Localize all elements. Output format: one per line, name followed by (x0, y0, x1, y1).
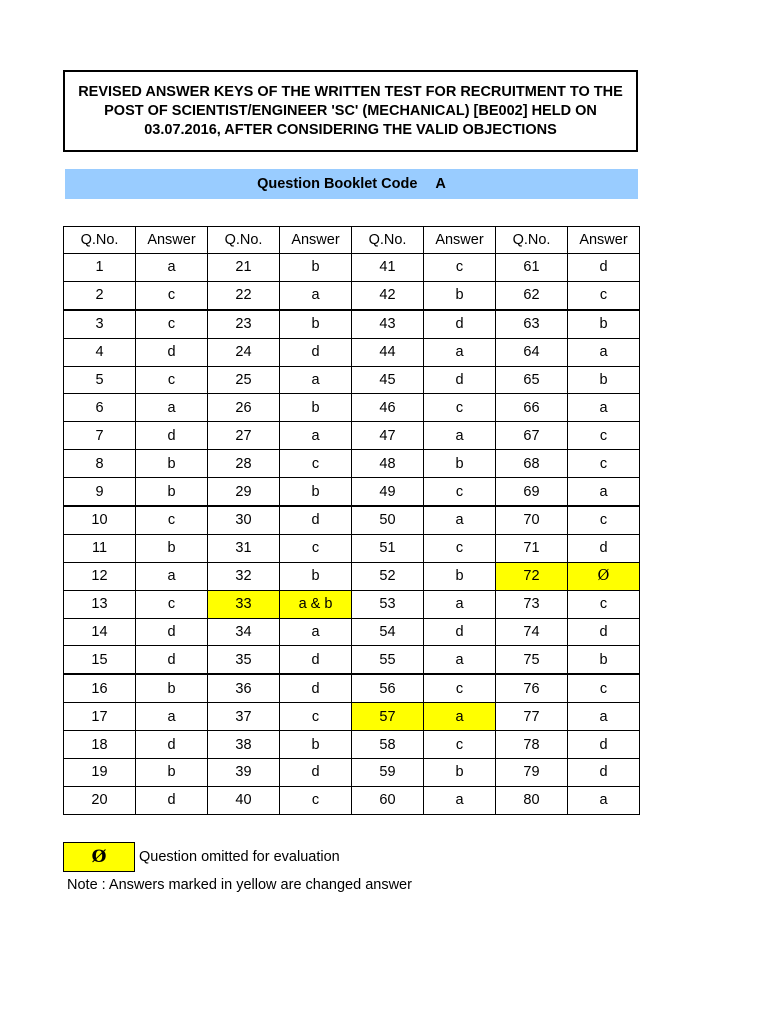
answer-cell: c (568, 450, 640, 478)
question-number-cell: 38 (208, 731, 280, 759)
answer-cell: a (568, 786, 640, 814)
question-number-cell: 6 (64, 394, 136, 422)
question-number-cell: 52 (352, 562, 424, 590)
answer-cell: d (568, 759, 640, 787)
table-row (64, 450, 640, 478)
question-number-cell: 28 (208, 450, 280, 478)
table-row (64, 562, 640, 590)
answer-cell: b (280, 254, 352, 282)
answer-cell: c (568, 281, 640, 309)
answer-cell: a (136, 254, 208, 282)
question-number-cell: 53 (352, 590, 424, 618)
answer-cell: a (280, 618, 352, 646)
question-number-cell: 80 (496, 786, 568, 814)
answer-cell: d (424, 618, 496, 646)
changed-answer-note: Note : Answers marked in yellow are changed answer (67, 877, 412, 893)
question-number-cell: 29 (208, 478, 280, 506)
answer-cell: a & b (280, 590, 352, 618)
question-number-cell: 11 (64, 534, 136, 562)
answer-cell: b (568, 310, 640, 338)
omitted-symbol-swatch: Ø (63, 842, 135, 872)
answer-cell: d (280, 674, 352, 702)
answer-cell: b (280, 562, 352, 590)
question-number-cell: 77 (496, 703, 568, 731)
question-number-cell: 21 (208, 254, 280, 282)
answer-cell: a (136, 394, 208, 422)
answer-cell: c (424, 254, 496, 282)
question-number-cell: 63 (496, 310, 568, 338)
answer-cell: d (568, 731, 640, 759)
question-number-cell: 23 (208, 310, 280, 338)
question-number-cell: 9 (64, 478, 136, 506)
table-row (64, 646, 640, 674)
answer-cell: a (568, 338, 640, 366)
question-number-cell: 14 (64, 618, 136, 646)
question-number-cell: 58 (352, 731, 424, 759)
header-answer: Answer (568, 227, 640, 254)
answer-cell: c (424, 478, 496, 506)
question-number-cell: 56 (352, 674, 424, 702)
question-number-cell: 72 (496, 562, 568, 590)
answer-cell: a (424, 590, 496, 618)
question-number-cell: 51 (352, 534, 424, 562)
question-number-cell: 68 (496, 450, 568, 478)
answer-cell: d (136, 422, 208, 450)
question-number-cell: 31 (208, 534, 280, 562)
table-row (64, 506, 640, 534)
question-number-cell: 64 (496, 338, 568, 366)
question-number-cell: 71 (496, 534, 568, 562)
title-line-1: REVISED ANSWER KEYS OF THE WRITTEN TEST FOR RECRUITMENT TO THE (78, 83, 623, 100)
title-box (63, 70, 638, 152)
answer-cell: c (568, 422, 640, 450)
question-number-cell: 54 (352, 618, 424, 646)
header-answer: Answer (136, 227, 208, 254)
answer-cell: c (568, 674, 640, 702)
booklet-code-label: Question Booklet Code (257, 176, 418, 192)
question-number-cell: 12 (64, 562, 136, 590)
answer-cell: b (280, 310, 352, 338)
question-number-cell: 10 (64, 506, 136, 534)
table-row (64, 618, 640, 646)
answer-cell: b (280, 478, 352, 506)
answer-cell: b (568, 366, 640, 394)
answer-cell: d (424, 310, 496, 338)
question-number-cell: 16 (64, 674, 136, 702)
booklet-code-bar (65, 169, 638, 199)
title-line-3: 03.07.2016, AFTER CONSIDERING THE VALID OBJECTIONS (144, 121, 557, 138)
question-number-cell: 47 (352, 422, 424, 450)
question-number-cell: 62 (496, 281, 568, 309)
question-number-cell: 34 (208, 618, 280, 646)
question-number-cell: 61 (496, 254, 568, 282)
table-row (64, 366, 640, 394)
header-qno: Q.No. (64, 227, 136, 254)
answer-cell: b (136, 478, 208, 506)
question-number-cell: 30 (208, 506, 280, 534)
table-row (64, 786, 640, 814)
answer-cell: d (568, 618, 640, 646)
question-number-cell: 50 (352, 506, 424, 534)
table-row (64, 534, 640, 562)
answer-cell: c (424, 394, 496, 422)
answer-cell: a (424, 786, 496, 814)
table-row (64, 310, 640, 338)
answer-cell: c (136, 310, 208, 338)
question-number-cell: 59 (352, 759, 424, 787)
question-number-cell: 18 (64, 731, 136, 759)
answer-cell: b (280, 394, 352, 422)
question-number-cell: 17 (64, 703, 136, 731)
header-qno: Q.No. (496, 227, 568, 254)
question-number-cell: 5 (64, 366, 136, 394)
header-answer: Answer (424, 227, 496, 254)
question-number-cell: 76 (496, 674, 568, 702)
answer-cell: c (136, 506, 208, 534)
question-number-cell: 25 (208, 366, 280, 394)
answer-cell: b (280, 731, 352, 759)
answer-cell: b (568, 646, 640, 674)
answer-cell: d (136, 338, 208, 366)
header-qno: Q.No. (352, 227, 424, 254)
answer-cell: a (424, 646, 496, 674)
answer-cell: a (424, 506, 496, 534)
answer-cell: Ø (568, 562, 640, 590)
question-number-cell: 45 (352, 366, 424, 394)
answer-cell: b (136, 534, 208, 562)
table-header-row (64, 227, 640, 254)
table-row (64, 281, 640, 309)
answer-cell: a (568, 394, 640, 422)
question-number-cell: 26 (208, 394, 280, 422)
page-title (76, 83, 625, 140)
answer-cell: c (424, 534, 496, 562)
question-number-cell: 39 (208, 759, 280, 787)
table-row (64, 674, 640, 702)
answer-cell: c (568, 506, 640, 534)
question-number-cell: 49 (352, 478, 424, 506)
question-number-cell: 3 (64, 310, 136, 338)
answer-cell: d (568, 534, 640, 562)
table-row (64, 478, 640, 506)
table-row (64, 422, 640, 450)
question-number-cell: 32 (208, 562, 280, 590)
answer-cell: d (568, 254, 640, 282)
answer-cell: b (136, 674, 208, 702)
answer-cell: a (136, 562, 208, 590)
question-number-cell: 66 (496, 394, 568, 422)
question-number-cell: 60 (352, 786, 424, 814)
question-number-cell: 8 (64, 450, 136, 478)
question-number-cell: 20 (64, 786, 136, 814)
table-row (64, 731, 640, 759)
answer-cell: b (136, 450, 208, 478)
question-number-cell: 40 (208, 786, 280, 814)
answer-cell: a (568, 703, 640, 731)
answer-cell: d (280, 646, 352, 674)
answer-cell: d (136, 618, 208, 646)
question-number-cell: 15 (64, 646, 136, 674)
question-number-cell: 4 (64, 338, 136, 366)
question-number-cell: 65 (496, 366, 568, 394)
answer-cell: a (280, 366, 352, 394)
question-number-cell: 19 (64, 759, 136, 787)
question-number-cell: 27 (208, 422, 280, 450)
table-row (64, 759, 640, 787)
question-number-cell: 13 (64, 590, 136, 618)
answer-cell: a (568, 478, 640, 506)
answer-cell: a (424, 338, 496, 366)
answer-cell: c (280, 786, 352, 814)
question-number-cell: 74 (496, 618, 568, 646)
answer-cell: c (136, 281, 208, 309)
question-number-cell: 41 (352, 254, 424, 282)
answer-cell: b (424, 281, 496, 309)
answer-cell: b (424, 759, 496, 787)
question-number-cell: 73 (496, 590, 568, 618)
table-row (64, 394, 640, 422)
answer-cell: d (136, 786, 208, 814)
answer-cell: d (280, 338, 352, 366)
question-number-cell: 48 (352, 450, 424, 478)
question-number-cell: 42 (352, 281, 424, 309)
question-number-cell: 69 (496, 478, 568, 506)
answer-cell: c (280, 703, 352, 731)
answer-cell: c (568, 590, 640, 618)
answer-cell: a (424, 703, 496, 731)
question-number-cell: 55 (352, 646, 424, 674)
question-number-cell: 46 (352, 394, 424, 422)
question-number-cell: 44 (352, 338, 424, 366)
title-line-2: POST OF SCIENTIST/ENGINEER 'SC' (MECHANICAL) [BE002] HELD ON (104, 102, 597, 119)
question-number-cell: 2 (64, 281, 136, 309)
omitted-legend-label: Question omitted for evaluation (139, 849, 340, 865)
table-row (64, 254, 640, 282)
header-answer: Answer (280, 227, 352, 254)
question-number-cell: 33 (208, 590, 280, 618)
answer-cell: a (136, 703, 208, 731)
question-number-cell: 75 (496, 646, 568, 674)
header-qno: Q.No. (208, 227, 280, 254)
question-number-cell: 37 (208, 703, 280, 731)
answer-cell: d (136, 731, 208, 759)
answer-cell: a (280, 422, 352, 450)
table-row (64, 703, 640, 731)
question-number-cell: 22 (208, 281, 280, 309)
answer-cell: d (424, 366, 496, 394)
question-number-cell: 78 (496, 731, 568, 759)
answer-cell: b (424, 450, 496, 478)
answer-cell: a (424, 422, 496, 450)
table-row (64, 338, 640, 366)
question-number-cell: 35 (208, 646, 280, 674)
answer-cell: c (280, 450, 352, 478)
question-number-cell: 79 (496, 759, 568, 787)
question-number-cell: 70 (496, 506, 568, 534)
question-number-cell: 24 (208, 338, 280, 366)
answer-cell: b (136, 759, 208, 787)
answer-key-table (63, 226, 640, 815)
answer-cell: b (424, 562, 496, 590)
question-number-cell: 43 (352, 310, 424, 338)
answer-cell: d (136, 646, 208, 674)
booklet-code-value: A (435, 176, 446, 192)
answer-cell: d (280, 506, 352, 534)
answer-cell: c (136, 590, 208, 618)
question-number-cell: 1 (64, 254, 136, 282)
table-row (64, 590, 640, 618)
question-number-cell: 7 (64, 422, 136, 450)
answer-cell: a (280, 281, 352, 309)
answer-cell: c (424, 731, 496, 759)
answer-cell: d (280, 759, 352, 787)
answer-cell: c (280, 534, 352, 562)
question-number-cell: 57 (352, 703, 424, 731)
question-number-cell: 36 (208, 674, 280, 702)
question-number-cell: 67 (496, 422, 568, 450)
answer-cell: c (136, 366, 208, 394)
answer-cell: c (424, 674, 496, 702)
